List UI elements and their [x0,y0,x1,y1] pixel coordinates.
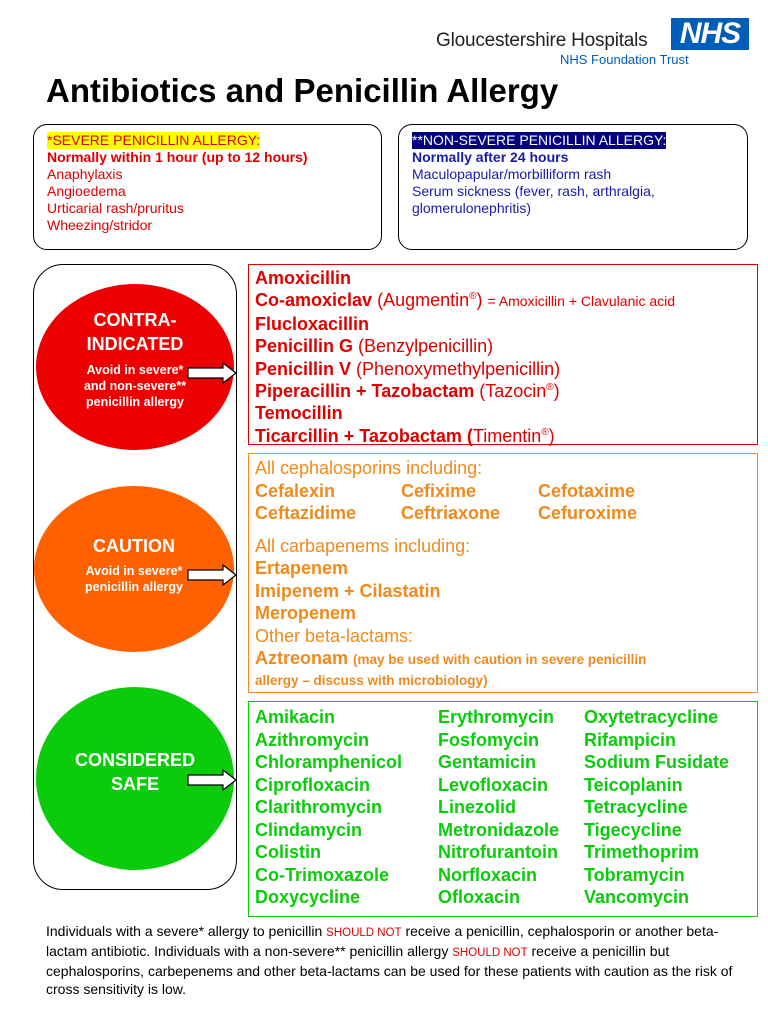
safe-drug: Nitrofurantoin [438,842,558,862]
brand-tazocin: (Tazocin [479,381,547,402]
other-beta-lactams-heading: Other beta-lactams: [255,625,414,646]
footnote-text: receive a penicillin but cephalosporins, carbepenems and other beta-lactams can be used for these patients with caution as the risk of cross sensitivity is low. [46,943,733,997]
safe-drug: Metronidazole [438,819,560,840]
severe-timing: Normally within 1 hour (up to 12 hours) [47,149,308,165]
severe-allergy-box [33,124,382,250]
safe-drug: Trimethoprim [584,842,700,862]
safe-row [255,706,757,729]
safe-row [255,796,757,819]
severe-item: Wheezing/stridor [47,217,153,233]
orange-light-title: CAUTION [93,536,175,556]
non-severe-timing: Normally after 24 hours [412,149,569,165]
nhs-logo: NHS [671,18,749,50]
drug-meropenem: Meropenem [255,603,357,623]
brand-close: ) [548,425,555,446]
drug-ceftriaxone: Ceftriaxone [401,503,501,523]
drug-piperacillin-tazobactam: Piperacillin + Tazobactam [255,381,475,402]
non-severe-item: Maculopapular/morbilliform rash [412,166,612,182]
safe-drug: Tobramycin [584,864,685,885]
arrow-right-icon [187,769,237,791]
safe-drug: Colistin [255,842,321,862]
safe-drug: Erythromycin [438,707,555,727]
severe-item: Angioedema [47,183,126,199]
safe-drug: Gentamicin [438,752,537,772]
safe-drug: Vancomycin [584,887,690,907]
safe-row [255,819,757,842]
safe-drug: Oxytetracycline [584,707,719,727]
trust-name: NHS Foundation Trust [560,52,689,67]
safe-drug: Linezolid [438,797,516,817]
safe-drug: Amikacin [255,707,336,727]
orange-light-sub-1: Avoid in severe* [85,564,183,578]
orange-light-sub-2: penicillin allergy [85,580,183,594]
aztreonam-note-cont: allergy – discuss with microbiology) [255,672,488,688]
penicillin-v-alt: (Phenoxymethylpenicillin) [356,358,561,379]
non-severe-item: glomerulonephritis) [412,200,532,216]
footnote-text: receive a penicillin, cephalosporin or another beta-lactam antibiotic. Individuals with a non-severe** penicillin allergy [46,923,719,959]
green-light-title-1: CONSIDERED [74,750,195,770]
drug-aztreonam: Aztreonam [255,648,349,668]
red-light-sub-3: penicillin allergy [86,395,184,409]
green-light-title-2: SAFE [110,774,159,794]
red-light-title-1: CONTRA- [93,310,177,330]
safe-row [255,751,757,774]
drug-imipenem-cilastatin: Imipenem + Cilastatin [255,580,441,601]
red-light-sub-2: and non-severe** [83,379,187,393]
safe-drug: Ciprofloxacin [255,774,371,795]
arrow-right-icon [187,564,237,586]
drug-ceftazidime: Ceftazidime [255,503,357,523]
safe-list [248,701,758,917]
brand-timentin: Timentin [472,425,542,446]
safe-drug: Clindamycin [255,819,363,840]
severe-heading: *SEVERE PENICILLIN ALLERGY: [47,132,261,148]
brand-close: ) [553,381,560,402]
safe-drug: Tigecycline [584,819,682,840]
safe-drug: Ofloxacin [438,887,521,907]
red-light-sub-1: Avoid in severe* [86,363,184,377]
should-not-warning: SHOULD NOT [452,947,528,959]
safe-drug: Levofloxacin [438,774,549,795]
safe-row [255,729,757,752]
page-title: Antibiotics and Penicillin Allergy [46,72,559,109]
drug-amoxicillin: Amoxicillin [255,268,352,288]
brand-augmentin: (Augmentin [377,290,470,311]
red-light-title-2: INDICATED [86,334,184,354]
drug-cefalexin: Cefalexin [255,480,336,501]
safe-row [255,864,757,887]
safe-drug: Chloramphenicol [255,752,403,772]
safe-drug: Sodium Fusidate [584,752,730,772]
safe-drug: Co-Trimoxazole [255,864,390,885]
org-name: Gloucestershire Hospitals [436,30,648,51]
non-severe-allergy-box [398,124,748,250]
drug-temocillin: Temocillin [255,403,343,424]
safe-drug: Clarithromycin [255,797,383,817]
aztreonam-note: (may be used with caution in severe penicillin [353,652,647,667]
safe-drug: Norfloxacin [438,864,538,885]
co-amoxiclav-note: = Amoxicillin + Clavulanic acid [487,293,676,310]
drug-co-amoxiclav: Co-amoxiclav [255,290,373,311]
caution-list [248,453,758,693]
registered-mark: ® [541,426,549,438]
carbapenems-heading: All carbapenems including: [255,535,471,556]
penicillin-g-alt: (Benzylpenicillin) [358,336,494,357]
safe-drug: Fosfomycin [438,729,540,750]
arrow-right-icon [187,362,237,384]
drug-ticarcillin-tazobactam: Ticarcillin + Tazobactam ( [255,425,473,446]
severe-item: Anaphylaxis [47,166,123,182]
safe-row [255,774,757,797]
severe-item: Urticarial rash/pruritus [47,200,184,216]
should-not-warning: SHOULD NOT [326,927,402,939]
non-severe-item: Serum sickness (fever, rash, arthralgia, [412,183,655,199]
drug-flucloxacillin: Flucloxacillin [255,313,370,334]
safe-drug: Rifampicin [584,729,677,750]
safe-drug: Tetracycline [584,797,688,817]
safe-row [255,841,757,864]
contraindicated-list [248,264,758,445]
brand-close: ) [476,290,483,311]
safe-row [255,886,757,909]
safe-drug: Azithromycin [255,729,370,750]
non-severe-heading: **NON-SEVERE PENICILLIN ALLERGY: [412,132,667,148]
drug-ertapenem: Ertapenem [255,558,349,578]
drug-cefixime: Cefixime [401,480,477,501]
cephalosporins-heading: All cephalosporins including: [255,458,483,478]
registered-mark: ® [546,382,554,394]
safe-drug: Doxycycline [255,887,361,907]
safe-drug: Teicoplanin [584,774,683,795]
drug-penicillin-g: Penicillin G [255,336,354,357]
footnote [46,922,746,998]
footnote-text: Individuals with a severe* allergy to penicillin [46,923,327,939]
drug-cefuroxime: Cefuroxime [538,503,638,523]
drug-cefotaxime: Cefotaxime [538,480,636,501]
drug-penicillin-v: Penicillin V [255,358,352,379]
registered-mark: ® [469,291,477,303]
